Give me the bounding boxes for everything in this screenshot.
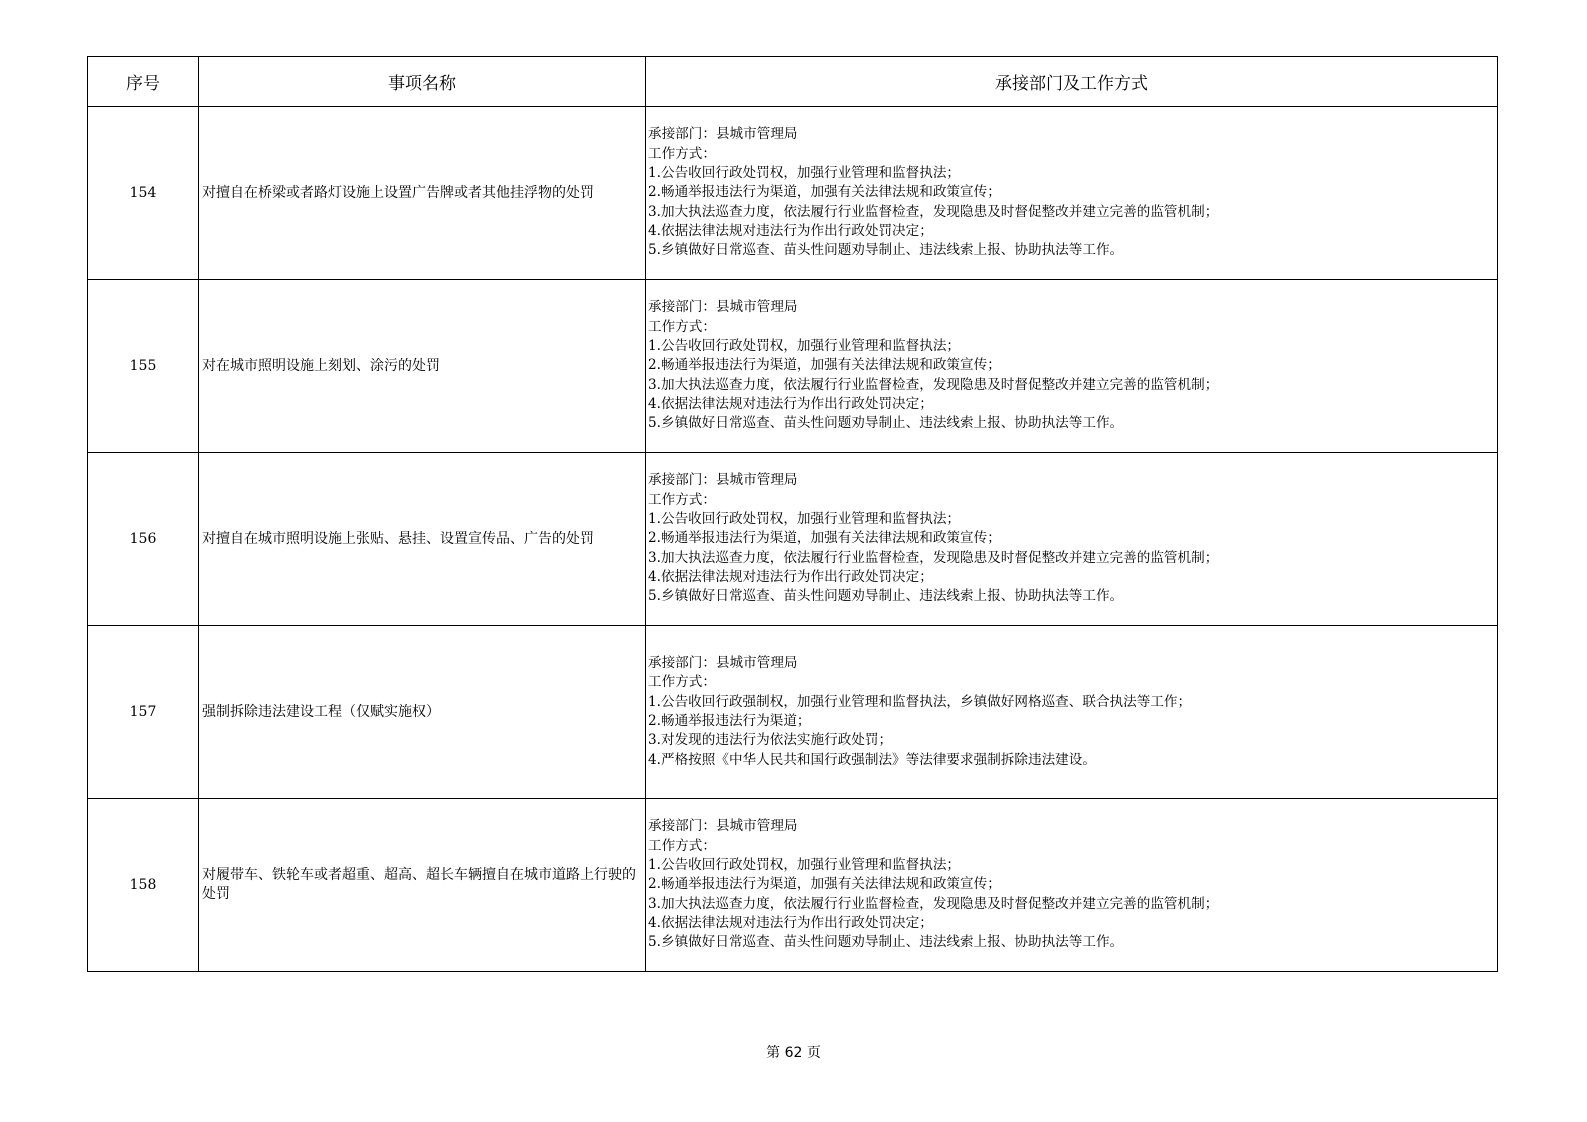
method-line: 工作方式： <box>648 318 716 335</box>
method-line: 4.依据法律法规对违法行为作出行政处罚决定； <box>648 222 933 239</box>
row-dept-method <box>646 626 1498 799</box>
method-line: 1.公告收回行政处罚权，加强行业管理和监督执法； <box>648 857 961 874</box>
method-line: 承接部门：县城市管理局 <box>648 299 798 316</box>
method-line: 3.加大执法巡查力度，依法履行行业监督检查，发现隐患及时督促整改并建立完善的监管机制； <box>648 549 1219 566</box>
method-line: 工作方式： <box>648 837 716 854</box>
row-dept-method <box>646 799 1498 972</box>
table-row <box>88 280 1498 453</box>
method-line: 承接部门：县城市管理局 <box>648 655 798 672</box>
method-line: 5.乡镇做好日常巡查、苗头性问题劝导制止、违法线索上报、协助执法等工作。 <box>648 242 1124 259</box>
table-row <box>88 799 1498 972</box>
method-line: 承接部门：县城市管理局 <box>648 472 798 489</box>
method-line: 5.乡镇做好日常巡查、苗头性问题劝导制止、违法线索上报、协助执法等工作。 <box>648 934 1124 951</box>
method-line: 2.畅通举报违法行为渠道； <box>648 713 811 729</box>
method-line: 4.依据法律法规对违法行为作出行政处罚决定； <box>648 568 933 585</box>
row-dept-method <box>646 280 1498 453</box>
method-line: 4.依据法律法规对违法行为作出行政处罚决定； <box>648 914 933 931</box>
row-dept-method <box>646 107 1498 280</box>
row-item-name: 对擅自在桥梁或者路灯设施上设置广告牌或者其他挂浮物的处罚 <box>199 107 646 280</box>
row-dept-method <box>646 453 1498 626</box>
row-seq: 157 <box>88 626 199 799</box>
method-line: 3.加大执法巡查力度，依法履行行业监督检查，发现隐患及时督促整改并建立完善的监管机制； <box>648 376 1219 393</box>
table-header-row <box>88 57 1498 107</box>
header-seq: 序号 <box>88 57 199 107</box>
method-line: 2.畅通举报违法行为渠道，加强有关法律法规和政策宣传； <box>648 530 1001 547</box>
header-dept-method: 承接部门及工作方式 <box>646 57 1498 107</box>
row-seq: 158 <box>88 799 199 972</box>
method-line: 1.公告收回行政处罚权，加强行业管理和监督执法； <box>648 165 961 182</box>
method-line: 3.加大执法巡查力度，依法履行行业监督检查，发现隐患及时督促整改并建立完善的监管机制； <box>648 895 1219 912</box>
method-line: 1.公告收回行政处罚权，加强行业管理和监督执法； <box>648 511 961 528</box>
page-number: 第 62 页 <box>766 1045 821 1061</box>
row-item-name: 强制拆除违法建设工程（仅赋实施权） <box>199 626 646 799</box>
method-line: 2.畅通举报违法行为渠道，加强有关法律法规和政策宣传； <box>648 184 1001 201</box>
method-line: 工作方式： <box>648 491 716 508</box>
method-line: 2.畅通举报违法行为渠道，加强有关法律法规和政策宣传； <box>648 357 1001 374</box>
table-row <box>88 626 1498 799</box>
table-row <box>88 453 1498 626</box>
method-line: 5.乡镇做好日常巡查、苗头性问题劝导制止、违法线索上报、协助执法等工作。 <box>648 588 1124 605</box>
method-line: 5.乡镇做好日常巡查、苗头性问题劝导制止、违法线索上报、协助执法等工作。 <box>648 415 1124 432</box>
method-line: 4.严格按照《中华人民共和国行政强制法》等法律要求强制拆除违法建设。 <box>648 751 1096 768</box>
row-item-name: 对在城市照明设施上刻划、涂污的处罚 <box>199 280 646 453</box>
method-line: 工作方式： <box>648 145 716 162</box>
method-line: 1.公告收回行政强制权，加强行业管理和监督执法，乡镇做好网格巡查、联合执法等工作； <box>648 693 1192 710</box>
row-item-name: 对擅自在城市照明设施上张贴、悬挂、设置宣传品、广告的处罚 <box>199 453 646 626</box>
method-line: 2.畅通举报违法行为渠道，加强有关法律法规和政策宣传； <box>648 876 1001 893</box>
items-table <box>87 56 1498 972</box>
header-item-name: 事项名称 <box>199 57 646 107</box>
method-line: 承接部门：县城市管理局 <box>648 126 798 143</box>
method-line: 3.对发现的违法行为依法实施行政处罚； <box>648 732 893 749</box>
method-line: 3.加大执法巡查力度，依法履行行业监督检查，发现隐患及时督促整改并建立完善的监管机制； <box>648 203 1219 220</box>
table-row <box>88 107 1498 280</box>
row-seq: 155 <box>88 280 199 453</box>
method-line: 4.依据法律法规对违法行为作出行政处罚决定； <box>648 395 933 412</box>
row-seq: 156 <box>88 453 199 626</box>
method-line: 工作方式： <box>648 674 716 691</box>
row-item-name: 对履带车、铁轮车或者超重、超高、超长车辆擅自在城市道路上行驶的处罚 <box>199 799 646 972</box>
method-line: 1.公告收回行政处罚权，加强行业管理和监督执法； <box>648 338 961 355</box>
row-seq: 154 <box>88 107 199 280</box>
method-line: 承接部门：县城市管理局 <box>648 818 798 835</box>
